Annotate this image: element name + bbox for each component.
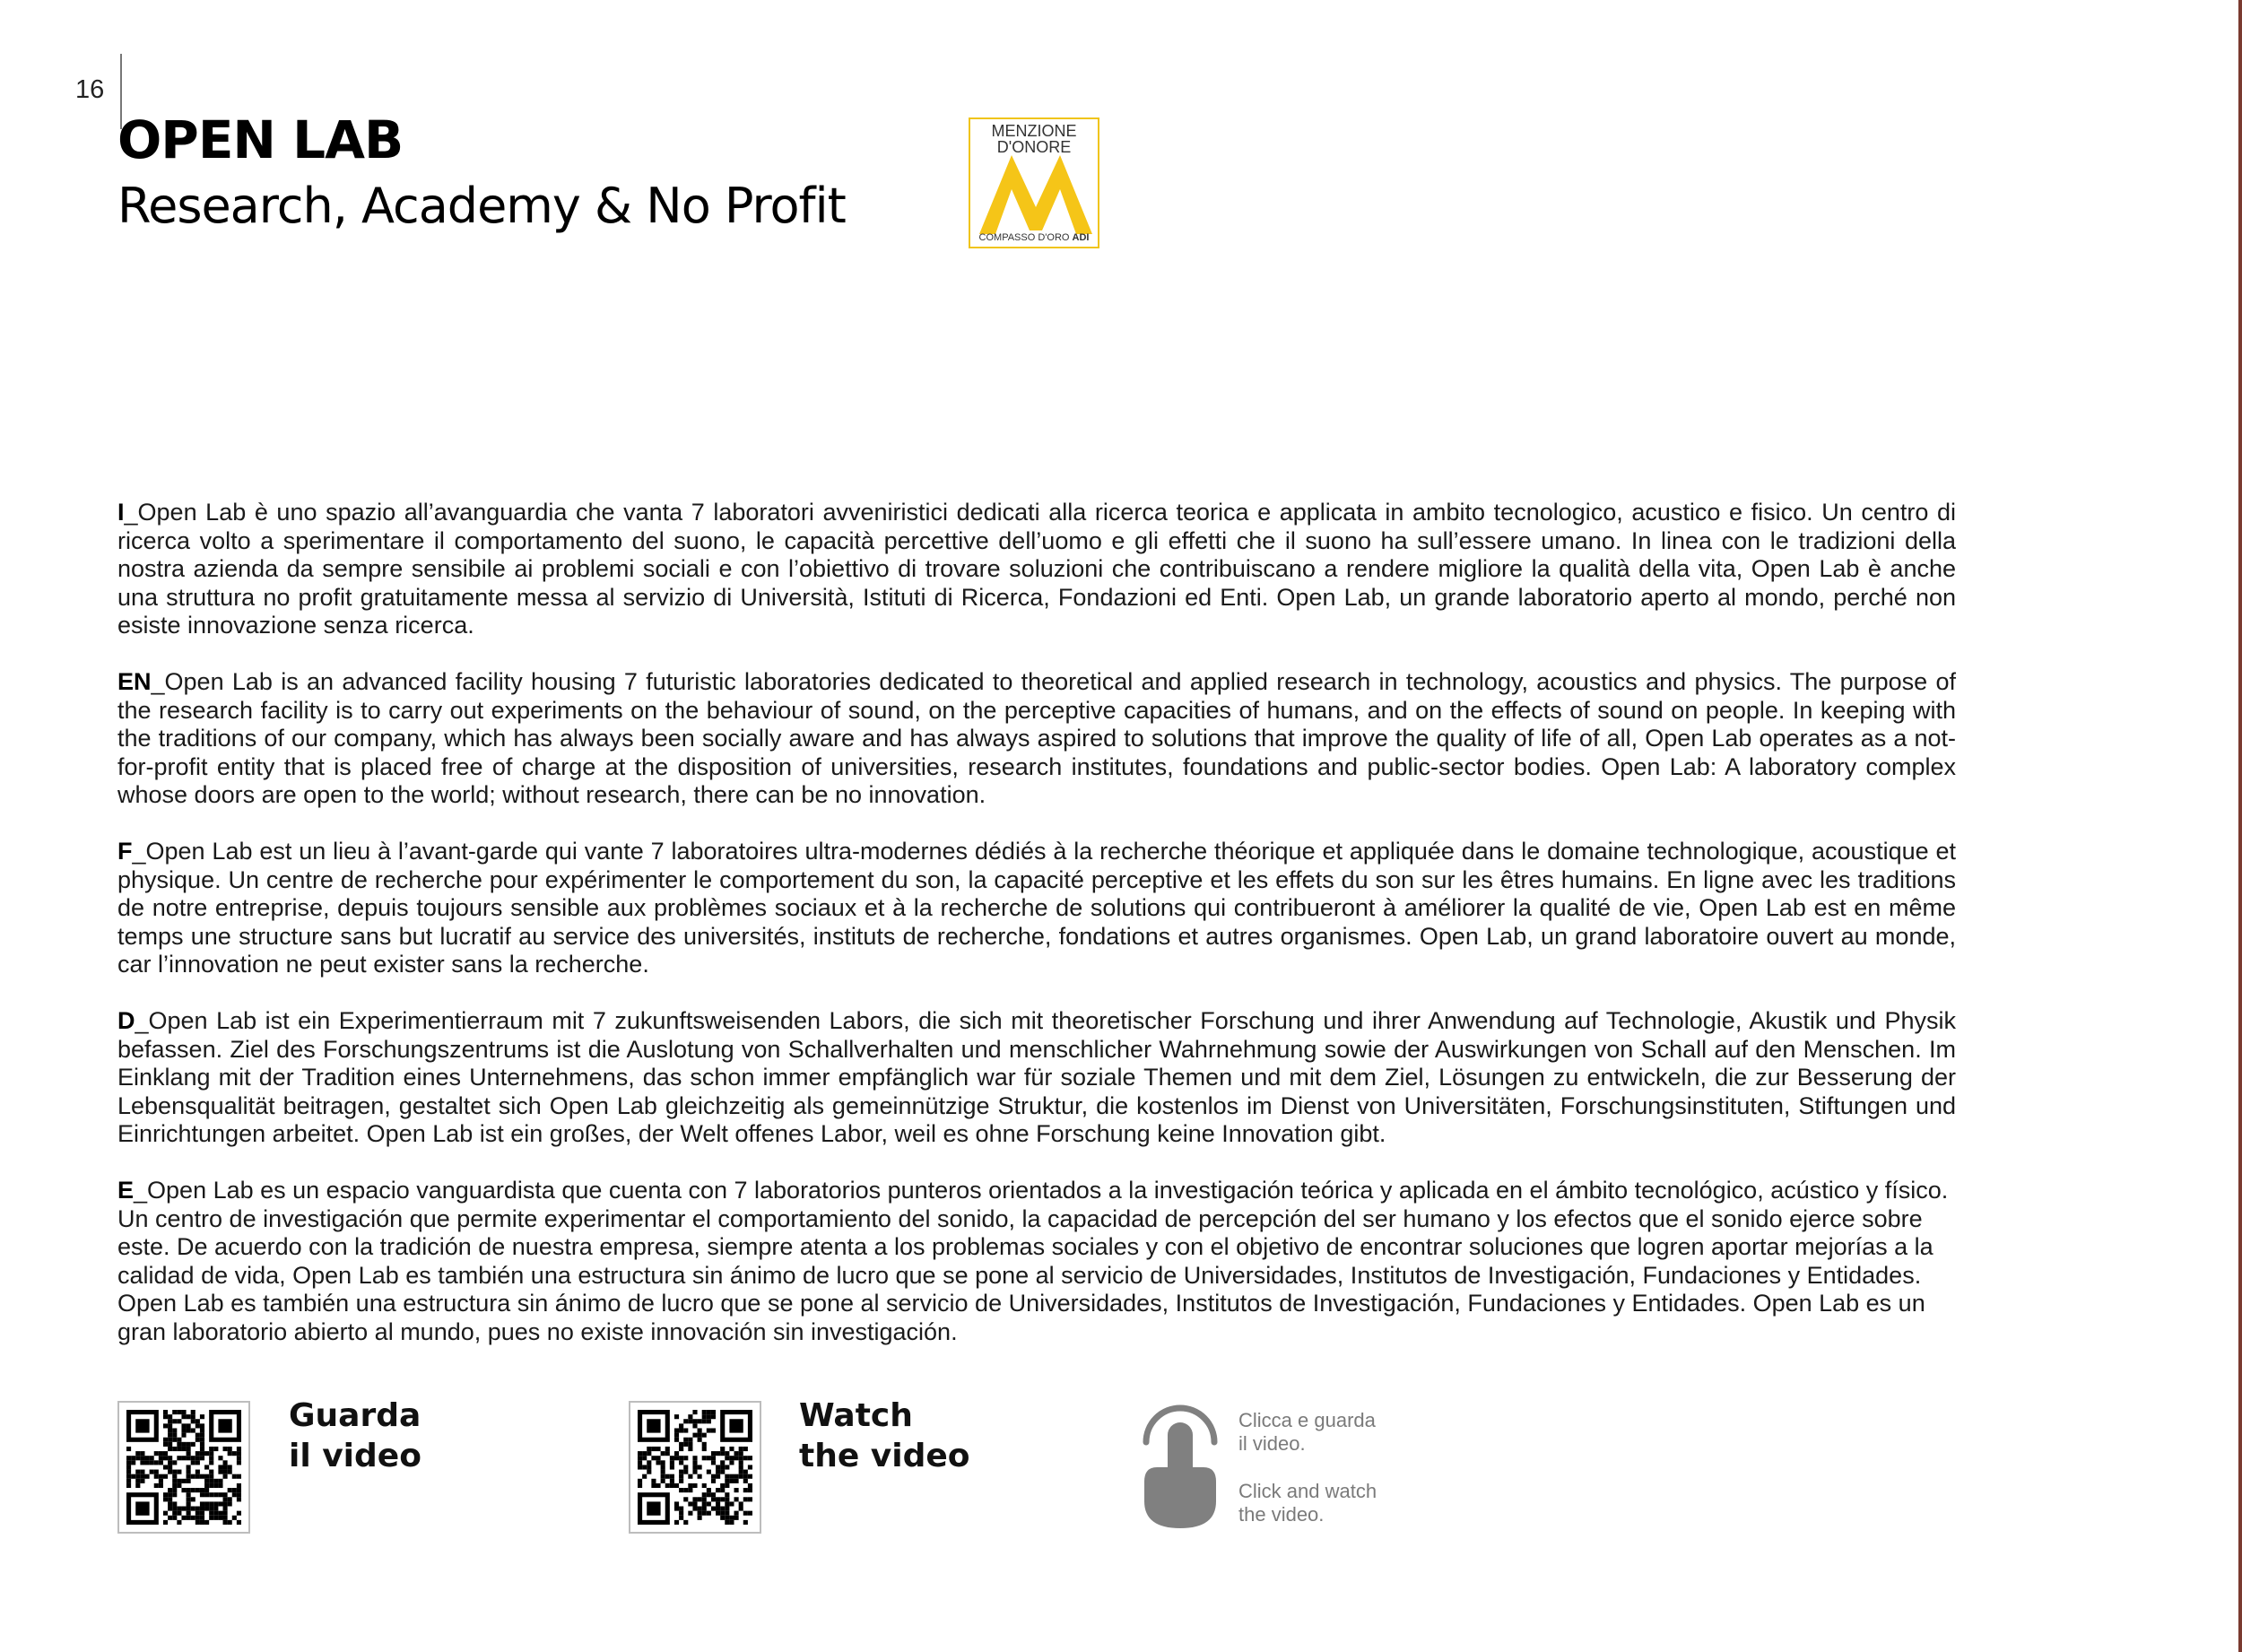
lang-tag-es: E bbox=[117, 1177, 135, 1204]
hint-line-2: the video. bbox=[1238, 1503, 1325, 1526]
paragraph-text: _Open Lab è uno spazio all’avanguardia che vanta 7 laboratori avveniristici dedicati alla ricerca teorica e applicata in ambito tecnologico, acustico e fisico. Un centro di ricerca volto a sperimentare il comportamento del suono, le capacità percettive dell’uomo e gli effetti che il suono ha sull’essere umano. In linea con le tradizioni della nostra azienda da sempre sensibile ai problemi sociali e con l’obiettivo di trovare soluzioni che contribuiscano a rendere migliore la qualità della vita, Open Lab è anche una struttura no profit gratuitamente messa al servizio di Università, Istituti di Ricerca, Fondazioni ed Enti. Open Lab, un grande laboratorio aperto al mondo, perché non esiste innovazione senza ricerca. bbox=[117, 499, 1956, 639]
tap-hand-icon[interactable] bbox=[1137, 1396, 1223, 1532]
watch-video-label-italian[interactable] bbox=[289, 1396, 421, 1476]
page-title: OPEN LAB bbox=[117, 109, 404, 170]
click-hint-english bbox=[1238, 1480, 1377, 1526]
paragraph-text: _Open Lab ist ein Experimentierraum mit 7 zukunftsweisenden Labors, die sich mit theoretischer Forschung und ihrer Anwendung auf Technologie, Akustik und Physik befassen. Ziel des Forschungszentrums ist die Auslotung von Schallverhalten und menschlicher Wahrnehmung sowie der Auswirkungen von Schall auf den Menschen. Im Einklang mit der Tradition eines Unternehmens, das schon immer empfänglich war für soziale Themen und mit dem Ziel, Lösungen zu entwickeln, die zur Besserung der Lebensqualität beitragen, gestaltet sich Open Lab gleichzeitig als gemeinnützige Struktur, die kostenlos im Dienst von Universitäten, Forschungsinstituten, Stiftungen und Einrichtungen arbeitet. Open Lab ist ein großes, der Welt offenes Labor, weil es ohne Forschung keine Innovation gibt. bbox=[117, 1007, 1956, 1147]
hint-line-1: Clicca e guarda bbox=[1238, 1409, 1376, 1431]
hint-line-1: Click and watch bbox=[1238, 1480, 1377, 1502]
qr-code-icon bbox=[638, 1410, 752, 1525]
watch-video-label-english[interactable] bbox=[799, 1396, 970, 1476]
badge-footer-brand: ADI bbox=[1072, 232, 1090, 243]
paragraph-french bbox=[117, 838, 1956, 979]
multilingual-body bbox=[117, 499, 1956, 1375]
paragraph-german bbox=[117, 1007, 1956, 1149]
lang-tag-de: D bbox=[117, 1007, 135, 1034]
click-hint-italian bbox=[1238, 1409, 1376, 1456]
page-edge-strip bbox=[2238, 0, 2242, 1652]
qr-code-icon bbox=[126, 1410, 241, 1525]
label-line-2: the video bbox=[799, 1438, 970, 1474]
paragraph-text: _Open Lab est un lieu à l’avant-garde qui vante 7 laboratoires ultra-modernes dédiés à la recherche théorique et appliquée dans le domaine technologique, acoustique et physique. Un centre de recherche pour expérimenter le comportement du son, la capacité perceptive et les effets du son sur les êtres humains. En ligne avec les traditions de notre entreprise, depuis toujours sensible aux problèmes sociaux et à la recherche de solutions qui contribueront à améliorer la qualité de vie, Open Lab est en même temps une structure sans but lucratif au service des universités, instituts de recherche, fondations et autres organismes. Open Lab, un grand laboratoire ouvert au monde, car l’innovation ne peut exister sans la recherche. bbox=[117, 838, 1956, 978]
badge-line-1: MENZIONE bbox=[991, 122, 1077, 140]
lang-tag-it: I bbox=[117, 499, 125, 526]
label-line-2: il video bbox=[289, 1438, 421, 1474]
compasso-doro-award-badge bbox=[969, 117, 1099, 248]
qr-code-english-video[interactable] bbox=[629, 1401, 761, 1534]
paragraph-text: _Open Lab es un espacio vanguardista que cuenta con 7 laboratorios punteros orientados a la investigación teórica y aplicada en el ámbito tecnológico, acústico y físico. Un centro de investigación que permite experimentar el comportamiento del sonido, la capacidad de percepción del ser humano y los efectos que el sonido ejerce sobre este. De acuerdo con la tradición de nuestra empresa, siempre atenta a los problemas sociales y con el objetivo de encontrar soluciones que logren aportar mejorías a la calidad de vida, Open Lab es también una estructura sin ánimo de lucro que se pone al servicio de Universidades, Institutos de Investigación, Fundaciones y Entidades. Open Lab es también una estructura sin ánimo de lucro que se pone al servicio de Universidades, Institutos de Investigación, Fundaciones y Entidades. Open Lab es un gran laboratorio abierto al mundo, pues no existe innovación sin investigación. bbox=[117, 1177, 1949, 1345]
page-subtitle: Research, Academy & No Profit bbox=[117, 178, 846, 234]
badge-footer-main: COMPASSO D'ORO bbox=[978, 232, 1070, 243]
page-number: 16 bbox=[75, 75, 105, 104]
paragraph-spanish bbox=[117, 1177, 1956, 1346]
label-line-1: Watch bbox=[799, 1397, 913, 1434]
lang-tag-en: EN bbox=[117, 668, 152, 695]
paragraph-text: _Open Lab is an advanced facility housing 7 futuristic laboratories dedicated to theoretical and applied research in technology, acoustics and physics. The purpose of the research facility is to carry out experiments on the behaviour of sound, on the perceptive capacities of humans, and on the effects of sound on people. In keeping with the traditions of our company, which has always been socially aware and has always aspired to solutions that improve the quality of life of all, Open Lab operates as a not-for-profit entity that is placed free of charge at the disposition of universities, research institutes, foundations and public-sector bodies. Open Lab: A laboratory complex whose doors are open to the world; without research, there can be no innovation. bbox=[117, 668, 1956, 808]
paragraph-italian bbox=[117, 499, 1956, 640]
lang-tag-fr: F bbox=[117, 838, 133, 865]
badge-footer bbox=[970, 232, 1098, 243]
hint-line-2: il video. bbox=[1238, 1432, 1306, 1455]
paragraph-english bbox=[117, 668, 1956, 810]
label-line-1: Guarda bbox=[289, 1397, 421, 1434]
qr-code-italian-video[interactable] bbox=[117, 1401, 250, 1534]
badge-line-2: D'ONORE bbox=[996, 138, 1072, 156]
